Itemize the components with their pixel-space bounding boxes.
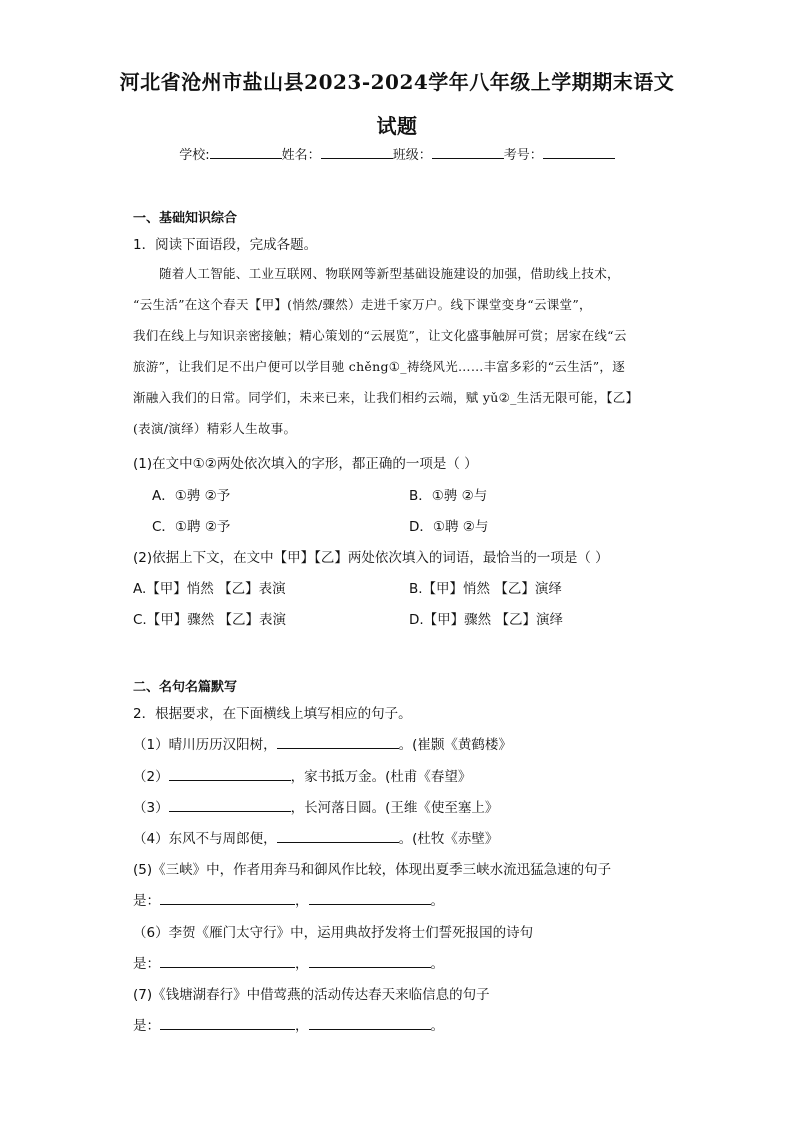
subquestion2-option-c[interactable]: C.【甲】骤然 【乙】表演 xyxy=(133,612,287,628)
recitation-item-4: （4）东风不与周郎便， 。(杜牧《赤壁》 xyxy=(133,831,499,847)
answer-blank[interactable] xyxy=(160,954,295,968)
passage-line: 我们在线上与知识亲密接触；精心策划的“云展览”，让文化盛事触屏可赏；居家在线“云 xyxy=(133,328,627,343)
exam-no-blank[interactable] xyxy=(543,146,615,159)
subquestion1-option-d[interactable]: D．①聘 ②与 xyxy=(409,519,489,535)
recitation-item-7-answer: 是： ， 。 xyxy=(133,1018,444,1034)
answer-blank[interactable] xyxy=(160,891,295,905)
section1-heading: 一、基础知识综合 xyxy=(133,211,238,226)
school-label: 学校: xyxy=(179,148,210,163)
exam-title-line1: 河北省沧州市盐山县2023-2024学年八年级上学期期末语文 xyxy=(119,70,675,94)
question1-stem: 1．阅读下面语段，完成各题。 xyxy=(133,237,318,253)
recitation-item-6-stem: （6）李贺《雁门太守行》中，运用典故抒发将士们誓死报国的诗句 xyxy=(133,925,534,941)
recitation-item-5-stem: (5)《三峡》中，作者用奔马和御风作比较，体现出夏季三峡水流迅猛急速的句子 xyxy=(133,862,612,878)
subquestion1-option-c[interactable]: C．①聘 ②予 xyxy=(152,519,231,535)
recitation-item-3: （3） ，长河落日圆。(王维《使至塞上》 xyxy=(133,800,499,816)
exam-title-line2: 试题 xyxy=(376,114,418,138)
exam-no-label: 考号： xyxy=(503,148,543,163)
subquestion2-stem: (2)依据上下文，在文中【甲】【乙】两处依次填入的词语，最恰当的一项是（ ） xyxy=(133,550,609,566)
recitation-item-7-stem: (7)《钱塘湖春行》中借莺燕的活动传达春天来临信息的句子 xyxy=(133,987,490,1003)
passage-line: (表演/演绎）精彩人生故事。 xyxy=(133,421,297,436)
name-blank[interactable] xyxy=(321,146,393,159)
reading-passage xyxy=(133,258,673,444)
answer-blank[interactable] xyxy=(169,767,291,781)
question2-stem: 2．根据要求，在下面横线上填写相应的句子。 xyxy=(133,706,412,722)
recitation-item-1: （1）晴川历历汉阳树， 。(崔颢《黄鹤楼》 xyxy=(133,737,512,753)
recitation-item-5-answer: 是： ， 。 xyxy=(133,893,444,909)
school-blank[interactable] xyxy=(210,146,282,159)
class-blank[interactable] xyxy=(432,146,504,159)
class-label: 班级： xyxy=(392,148,432,163)
subquestion2-option-b[interactable]: B.【甲】悄然 【乙】演绎 xyxy=(409,581,562,597)
subquestion1-stem: (1)在文中①②两处依次填入的字形，都正确的一项是（ ） xyxy=(133,456,478,472)
answer-blank[interactable] xyxy=(309,891,431,905)
subquestion2-option-d[interactable]: D.【甲】骤然 【乙】演绎 xyxy=(409,612,563,628)
recitation-item-6-answer: 是： ， 。 xyxy=(133,956,444,972)
answer-blank[interactable] xyxy=(169,798,291,812)
subquestion1-option-a[interactable]: A．①骋 ②予 xyxy=(152,488,231,504)
answer-blank[interactable] xyxy=(277,735,399,749)
answer-blank[interactable] xyxy=(160,1016,295,1030)
section2-heading: 二、名句名篇默写 xyxy=(133,680,238,695)
answer-blank[interactable] xyxy=(309,954,431,968)
answer-blank[interactable] xyxy=(309,1016,431,1030)
passage-line: 旅游”，让我们足不出户便可以学目驰 chěng①_祷绕风光……丰富多彩的“云生活”，逐 xyxy=(133,359,626,374)
student-info-row xyxy=(0,144,794,163)
passage-line: 渐融入我们的日常。同学们，未来已来，让我们相约云端，赋 yǔ②_生活无限可能，【乙】 xyxy=(133,390,639,405)
passage-line: “云生活”在这个春天【甲】(悄然/骤然）走进千家万户。线下课堂变身“云课堂”， xyxy=(133,297,592,312)
answer-blank[interactable] xyxy=(277,829,399,843)
recitation-item-2: （2） ，家书抵万金。(杜甫《春望》 xyxy=(133,769,472,785)
name-label: 姓名： xyxy=(281,148,321,163)
subquestion1-option-b[interactable]: B．①骋 ②与 xyxy=(409,488,488,504)
subquestion2-option-a[interactable]: A.【甲】悄然 【乙】表演 xyxy=(133,581,286,597)
passage-line: 随着人工智能、工业互联网、物联网等新型基础设施建设的加强，借助线上技术， xyxy=(159,266,620,281)
